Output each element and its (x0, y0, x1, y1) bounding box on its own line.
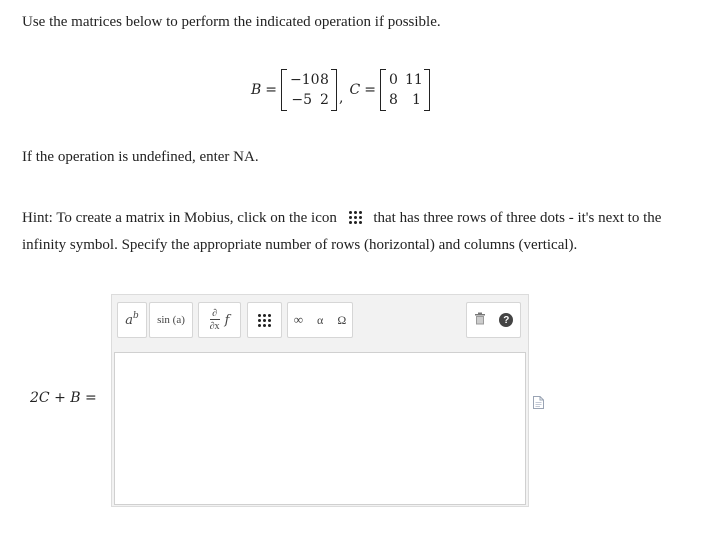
partial-derivative-icon (210, 308, 220, 332)
instructions-text: Use the matrices below to perform the indicated operation if possible. (22, 14, 441, 30)
matrix-b-cell: 2 (320, 92, 329, 108)
matrix-b-cell: −5 (291, 92, 313, 108)
symbols-button-group[interactable] (287, 302, 353, 338)
right-bracket (331, 69, 337, 111)
omega-icon[interactable]: Ω (337, 312, 347, 327)
matrix-c-name: C (349, 82, 361, 98)
matrix-c-cell: 1 (412, 92, 421, 108)
matrix-dots-icon (258, 314, 271, 327)
calculus-button[interactable] (198, 302, 241, 338)
trash-icon[interactable] (474, 312, 486, 328)
editor-toolbar (112, 295, 528, 350)
matrix-b-cell: 8 (320, 72, 329, 88)
document-icon[interactable] (533, 396, 544, 414)
equals-sign: = (265, 82, 278, 98)
hint-text (22, 205, 702, 259)
exponent-power: b (133, 310, 139, 321)
comma: , (339, 90, 344, 106)
answer-label: 2C + B = (30, 390, 97, 406)
matrix-c-cell: 8 (388, 92, 398, 108)
matrix-b (281, 69, 337, 111)
exponent-base: a (125, 312, 133, 328)
sine-button[interactable] (149, 302, 193, 338)
sine-label: sin (a) (157, 314, 185, 326)
matrix-button[interactable] (247, 302, 282, 338)
infinity-icon[interactable]: ∞ (293, 312, 304, 327)
undefined-note: If the operation is undefined, enter NA. (22, 149, 259, 165)
alpha-icon[interactable]: α (317, 312, 324, 327)
math-editor (111, 294, 529, 507)
utility-buttons (466, 302, 521, 338)
matrix-dots-icon (349, 211, 362, 224)
help-icon[interactable]: ? (499, 313, 513, 327)
matrix-equation (251, 68, 430, 112)
answer-input[interactable] (114, 352, 526, 505)
partial-bottom: ∂x (209, 321, 220, 332)
matrix-b-cell: −10 (290, 72, 320, 88)
matrix-c (380, 69, 430, 111)
matrix-c-cell: 0 (388, 72, 398, 88)
matrix-c-cell: 11 (404, 72, 423, 88)
hint-text-after: that has three rows of three dots - it's next to the infinity symbol. Specify the appropriate number of rows (horizontal) and columns (vertical). (22, 210, 662, 253)
exponent-button[interactable] (117, 302, 147, 338)
matrix-b-name: B (251, 82, 262, 98)
function-icon: f (224, 312, 230, 328)
hint-text-before: Hint: To create a matrix in Mobius, click on the icon (22, 210, 337, 226)
partial-top: ∂ (212, 308, 218, 319)
right-bracket (424, 69, 430, 111)
equals-sign: = (364, 82, 376, 98)
